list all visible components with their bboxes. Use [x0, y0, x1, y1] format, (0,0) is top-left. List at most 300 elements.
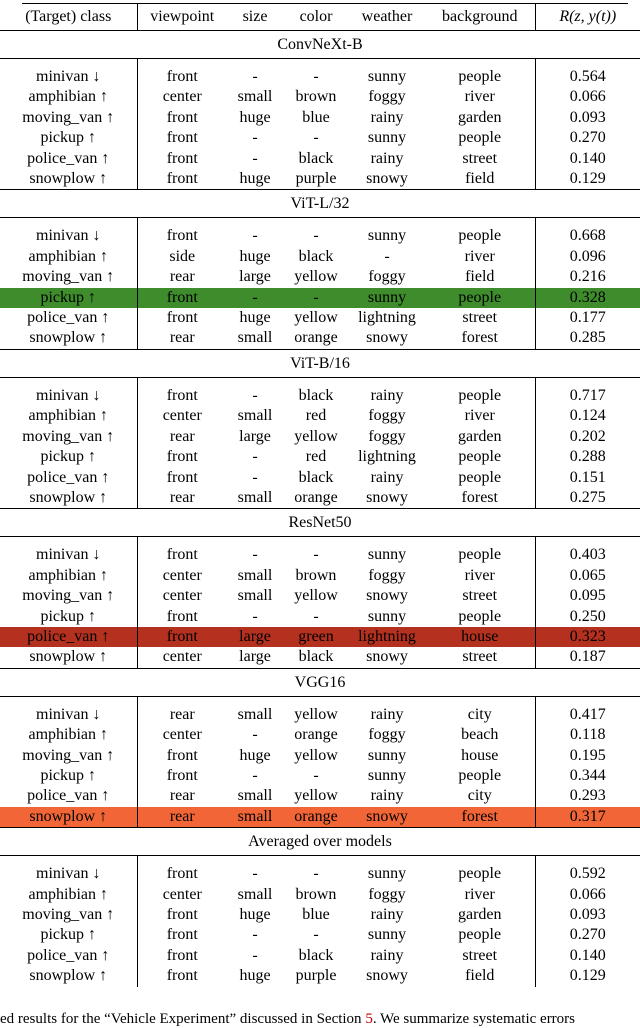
gap-cell — [283, 59, 349, 68]
cell-size: - — [252, 129, 258, 147]
cell-weather: lightning — [358, 309, 416, 327]
cell-r: 0.140 — [535, 149, 640, 169]
cell-size: - — [252, 468, 258, 486]
gap-cell — [349, 537, 425, 546]
section-title: ResNet50 — [0, 509, 640, 537]
gap-cell — [535, 218, 640, 227]
gap-cell — [425, 377, 535, 386]
table-row — [0, 586, 640, 606]
cell-viewpoint: center — [162, 726, 202, 744]
cell-color: - — [313, 129, 319, 147]
table-row — [0, 647, 640, 668]
table-row — [0, 386, 640, 406]
cell-background: people — [458, 546, 502, 564]
cell-color: green — [283, 627, 349, 647]
table-row — [0, 67, 640, 87]
cell-r: 0.293 — [535, 786, 640, 806]
header-color: color — [299, 8, 333, 25]
gap-cell — [283, 218, 349, 227]
cell-r: 0.093 — [535, 905, 640, 925]
cell-color: black — [298, 386, 334, 404]
cell-r: 0.118 — [535, 725, 640, 745]
table-row — [0, 267, 640, 287]
cell-background: street — [462, 149, 498, 167]
section-ref-link[interactable]: 5 — [365, 1011, 373, 1027]
cell-size: small — [237, 329, 273, 347]
cell-background: people — [458, 468, 502, 486]
cell-color: black — [298, 247, 334, 265]
table-row — [0, 226, 640, 246]
cell-weather: sunny — [367, 129, 407, 147]
cell-background: street — [462, 309, 498, 327]
cell-weather: foggy — [368, 566, 406, 584]
cell-weather: sunny — [367, 766, 407, 784]
cell-r: 0.592 — [535, 864, 640, 884]
gap-cell — [0, 377, 137, 386]
gap-cell — [535, 856, 640, 865]
cell-size: - — [252, 607, 258, 625]
cell-weather: rainy — [370, 108, 404, 126]
cell-weather: snowy — [366, 329, 408, 347]
table-row — [0, 447, 640, 467]
gap-cell — [535, 59, 640, 68]
cell-size: - — [252, 926, 258, 944]
cell-background: forest — [461, 488, 498, 506]
cell-class: amphibian ↑ — [0, 87, 137, 107]
gap-cell — [425, 856, 535, 865]
cell-r: 0.317 — [535, 807, 640, 828]
cell-viewpoint: side — [169, 247, 196, 265]
gap-cell — [137, 696, 227, 705]
table-row — [0, 905, 640, 925]
cell-weather: rainy — [370, 906, 404, 923]
cell-size: small — [237, 885, 273, 903]
cell-size: huge — [239, 906, 271, 923]
gap-cell — [227, 696, 283, 705]
cell-size: small — [237, 566, 273, 584]
section-title: Averaged over models — [0, 828, 640, 856]
cell-size: - — [252, 448, 258, 466]
table-row — [0, 308, 640, 328]
gap-cell — [283, 377, 349, 386]
cell-class: moving_van ↑ — [0, 746, 137, 766]
cell-size: huge — [239, 746, 271, 764]
gap-cell — [349, 696, 425, 705]
cell-viewpoint: front — [166, 468, 198, 486]
header-class: (Target) class — [0, 3, 137, 31]
cell-class: pickup ↑ — [0, 288, 137, 308]
table-row — [0, 427, 640, 447]
cell-background: house — [425, 627, 535, 647]
table-row — [0, 607, 640, 627]
cell-r: 0.195 — [535, 746, 640, 766]
cell-color: - — [313, 607, 319, 625]
cell-color: brown — [295, 88, 337, 106]
cell-viewpoint: rear — [169, 268, 195, 286]
gap-cell — [0, 218, 137, 227]
cell-size: - — [252, 68, 258, 85]
cell-r: 0.275 — [535, 488, 640, 509]
cell-size: small — [237, 488, 273, 506]
cell-r: 0.066 — [535, 87, 640, 107]
gap-cell — [227, 856, 283, 865]
cell-r: 0.250 — [535, 607, 640, 627]
section-header — [0, 509, 640, 537]
gap-cell — [425, 218, 535, 227]
cell-color: - — [313, 546, 319, 564]
table-row — [0, 766, 640, 786]
cell-size: small — [237, 587, 273, 605]
cell-color: - — [313, 68, 319, 85]
cell-r: 0.270 — [535, 925, 640, 945]
cell-weather: foggy — [368, 268, 406, 286]
cell-class: amphibian ↑ — [0, 725, 137, 745]
cell-size: huge — [239, 108, 271, 126]
gap-cell — [425, 537, 535, 546]
cell-weather: rainy — [370, 787, 404, 805]
section-header — [0, 31, 640, 59]
cell-viewpoint: front — [166, 68, 198, 85]
cell-r: 0.344 — [535, 766, 640, 786]
cell-r: 0.177 — [535, 308, 640, 328]
cell-size: huge — [239, 170, 271, 188]
cell-background: river — [464, 247, 495, 265]
table-row — [0, 566, 640, 586]
cell-weather: sunny — [367, 746, 407, 764]
header-r: R(z, y(t)) — [535, 3, 640, 31]
cell-weather: rainy — [370, 946, 404, 964]
cell-viewpoint: center — [162, 407, 202, 425]
cell-size: huge — [239, 967, 271, 985]
table-row — [0, 885, 640, 905]
cell-class: police_van ↑ — [0, 149, 137, 169]
cell-size: large — [239, 427, 271, 445]
table-caption — [0, 1010, 640, 1028]
cell-color: blue — [302, 906, 330, 923]
section-header — [0, 190, 640, 218]
cell-weather: sunny — [367, 926, 407, 944]
cell-r: 0.096 — [535, 247, 640, 267]
cell-viewpoint: front — [166, 607, 198, 625]
cell-viewpoint: front — [166, 946, 198, 964]
cell-r: 0.328 — [535, 288, 640, 308]
cell-background: river — [464, 88, 495, 106]
cell-color: black — [298, 648, 334, 666]
cell-weather: - — [384, 247, 390, 265]
cell-size: huge — [239, 309, 271, 327]
cell-class: moving_van ↑ — [0, 427, 137, 447]
cell-viewpoint: center — [162, 648, 202, 666]
cell-viewpoint: rear — [169, 488, 195, 506]
cell-weather: foggy — [368, 407, 406, 425]
table-row — [0, 545, 640, 565]
table-row — [0, 406, 640, 426]
table-row — [0, 288, 640, 308]
cell-size: small — [227, 807, 283, 828]
cell-viewpoint: front — [166, 766, 198, 784]
cell-class: moving_van ↑ — [0, 108, 137, 128]
cell-background: river — [464, 407, 495, 425]
cell-size: - — [252, 227, 258, 245]
cell-r: 0.216 — [535, 267, 640, 287]
table-row — [0, 864, 640, 884]
table-row — [0, 149, 640, 169]
table-row — [0, 488, 640, 509]
cell-r: 0.129 — [535, 966, 640, 986]
cell-background: garden — [457, 108, 502, 126]
cell-color: orange — [294, 329, 338, 347]
gap-cell — [137, 377, 227, 386]
cell-size: - — [227, 288, 283, 308]
cell-viewpoint: front — [166, 309, 198, 327]
table-row — [0, 725, 640, 745]
cell-size: large — [239, 268, 271, 286]
header-size: size — [242, 8, 268, 25]
table-row — [0, 87, 640, 107]
cell-background: field — [465, 268, 495, 286]
cell-weather: foggy — [368, 88, 406, 106]
section-gap — [0, 696, 640, 705]
cell-r: 0.124 — [535, 406, 640, 426]
cell-r: 0.129 — [535, 169, 640, 190]
cell-size: - — [252, 726, 258, 744]
cell-size: small — [237, 88, 273, 106]
table-row — [0, 247, 640, 267]
cell-background: people — [458, 926, 502, 944]
gap-cell — [283, 856, 349, 865]
cell-class: snowplow ↑ — [0, 169, 137, 190]
cell-color: black — [298, 468, 334, 486]
cell-class: pickup ↑ — [0, 925, 137, 945]
cell-color: - — [283, 288, 349, 308]
cell-r: 0.093 — [535, 108, 640, 128]
cell-class: minivan ↓ — [0, 67, 137, 87]
gap-cell — [227, 537, 283, 546]
cell-background: garden — [457, 427, 502, 445]
cell-class: snowplow ↑ — [0, 328, 137, 349]
header-row — [0, 3, 640, 31]
section-header — [0, 349, 640, 377]
cell-r: 0.717 — [535, 386, 640, 406]
cell-weather: snowy — [366, 488, 408, 506]
cell-class: police_van ↑ — [0, 627, 137, 647]
cell-background: forest — [461, 329, 498, 347]
cell-weather: snowy — [366, 648, 408, 666]
section-gap — [0, 377, 640, 386]
table-row — [0, 786, 640, 806]
gap-cell — [227, 218, 283, 227]
cell-class: minivan ↓ — [0, 705, 137, 725]
cell-size: small — [237, 705, 273, 723]
cell-class: pickup ↑ — [0, 607, 137, 627]
cell-r: 0.140 — [535, 946, 640, 966]
cell-class: police_van ↑ — [0, 468, 137, 488]
cell-viewpoint: front — [166, 546, 198, 564]
table-row — [0, 946, 640, 966]
cell-r: 0.187 — [535, 647, 640, 668]
cell-background: house — [461, 746, 499, 764]
section-header — [0, 828, 640, 856]
cell-color: - — [313, 865, 319, 883]
cell-color: brown — [295, 566, 337, 584]
cell-color: yellow — [294, 787, 338, 805]
cell-viewpoint: front — [166, 386, 198, 404]
cell-color: - — [313, 926, 319, 944]
section-gap — [0, 537, 640, 546]
cell-viewpoint: center — [162, 885, 202, 903]
gap-cell — [283, 696, 349, 705]
cell-viewpoint: center — [162, 88, 202, 106]
cell-viewpoint: front — [137, 627, 227, 647]
section-title: VGG16 — [0, 668, 640, 696]
cell-background: street — [462, 946, 498, 964]
table-row — [0, 328, 640, 349]
cell-color: yellow — [294, 587, 338, 605]
cell-weather: snowy — [366, 967, 408, 985]
gap-cell — [227, 377, 283, 386]
cell-background: people — [458, 865, 502, 883]
cell-color: yellow — [294, 427, 338, 445]
caption-text-start: ed results for the “Vehicle Experiment” discussed in Section — [0, 1011, 366, 1027]
table-row — [0, 925, 640, 945]
gap-cell — [0, 59, 137, 68]
gap-cell — [137, 537, 227, 546]
cell-viewpoint: center — [162, 587, 202, 605]
cell-viewpoint: rear — [169, 705, 195, 723]
cell-class: police_van ↑ — [0, 946, 137, 966]
cell-background: people — [458, 386, 502, 404]
cell-viewpoint: front — [166, 149, 198, 167]
cell-background: garden — [457, 906, 502, 923]
cell-weather: rainy — [370, 468, 404, 486]
gap-cell — [535, 377, 640, 386]
cell-background: people — [458, 129, 502, 147]
table-row — [0, 128, 640, 148]
cell-r: 0.403 — [535, 545, 640, 565]
table-row — [0, 169, 640, 190]
cell-class: police_van ↑ — [0, 308, 137, 328]
header-viewpoint: viewpoint — [150, 8, 215, 25]
gap-cell — [349, 856, 425, 865]
cell-viewpoint: center — [162, 566, 202, 584]
cell-background: people — [458, 448, 502, 466]
cell-viewpoint: front — [166, 967, 198, 985]
cell-r: 0.323 — [535, 627, 640, 647]
cell-color: yellow — [294, 746, 338, 764]
gap-cell — [137, 59, 227, 68]
cell-weather: snowy — [366, 587, 408, 605]
cell-weather: sunny — [367, 68, 407, 85]
cell-color: yellow — [294, 705, 338, 723]
cell-color: brown — [295, 885, 337, 903]
cell-background: beach — [461, 726, 499, 744]
section-gap — [0, 59, 640, 68]
cell-class: minivan ↓ — [0, 226, 137, 246]
gap-cell — [0, 696, 137, 705]
cell-class: amphibian ↑ — [0, 566, 137, 586]
gap-cell — [349, 218, 425, 227]
table-row — [0, 627, 640, 647]
cell-color: purple — [295, 967, 337, 985]
cell-r: 0.095 — [535, 586, 640, 606]
cell-color: - — [313, 766, 319, 784]
cell-size: - — [252, 865, 258, 883]
cell-r: 0.066 — [535, 885, 640, 905]
cell-viewpoint: rear — [169, 329, 195, 347]
cell-class: snowplow ↑ — [0, 647, 137, 668]
cell-viewpoint: front — [166, 906, 198, 923]
cell-r: 0.202 — [535, 427, 640, 447]
cell-weather: foggy — [368, 885, 406, 903]
cell-r: 0.270 — [535, 128, 640, 148]
cell-weather: sunny — [367, 607, 407, 625]
cell-weather: foggy — [368, 726, 406, 744]
cell-background: people — [458, 607, 502, 625]
cell-color: yellow — [294, 309, 338, 327]
gap-cell — [349, 377, 425, 386]
header-weather: weather — [361, 8, 413, 25]
cell-class: police_van ↑ — [0, 786, 137, 806]
cell-r: 0.285 — [535, 328, 640, 349]
section-gap — [0, 218, 640, 227]
table-row — [0, 468, 640, 488]
cell-weather: foggy — [368, 427, 406, 445]
cell-background: field — [465, 170, 495, 188]
cell-r: 0.151 — [535, 468, 640, 488]
cell-color: red — [305, 407, 327, 425]
cell-size: - — [252, 149, 258, 167]
cell-background: people — [425, 288, 535, 308]
cell-viewpoint: front — [166, 170, 198, 188]
cell-viewpoint: rear — [169, 787, 195, 805]
cell-size: small — [237, 407, 273, 425]
caption-text-end: . We summarize systematic errors — [372, 1011, 576, 1027]
cell-viewpoint: front — [166, 865, 198, 883]
gap-cell — [535, 696, 640, 705]
cell-weather: snowy — [349, 807, 425, 828]
gap-cell — [425, 59, 535, 68]
gap-cell — [227, 59, 283, 68]
cell-r: 0.564 — [535, 67, 640, 87]
cell-background: street — [462, 648, 498, 666]
table-row — [0, 966, 640, 986]
cell-weather: sunny — [367, 546, 407, 564]
cell-weather: rainy — [370, 386, 404, 404]
cell-background: street — [462, 587, 498, 605]
cell-background: people — [458, 68, 502, 85]
cell-weather: lightning — [349, 627, 425, 647]
table-row — [0, 705, 640, 725]
cell-background: field — [465, 967, 495, 985]
gap-cell — [0, 856, 137, 865]
cell-weather: lightning — [358, 448, 416, 466]
cell-r: 0.668 — [535, 226, 640, 246]
cell-class: snowplow ↑ — [0, 807, 137, 828]
cell-background: city — [467, 705, 492, 723]
cell-r: 0.417 — [535, 705, 640, 725]
cell-class: pickup ↑ — [0, 447, 137, 467]
cell-class: moving_van ↑ — [0, 905, 137, 925]
cell-color: - — [313, 227, 319, 245]
cell-class: minivan ↓ — [0, 545, 137, 565]
cell-class: amphibian ↑ — [0, 885, 137, 905]
gap-cell — [349, 59, 425, 68]
table-row — [0, 807, 640, 828]
cell-background: river — [464, 885, 495, 903]
section-title: ConvNeXt-B — [0, 31, 640, 59]
cell-class: minivan ↓ — [0, 864, 137, 884]
cell-viewpoint: rear — [137, 807, 227, 828]
